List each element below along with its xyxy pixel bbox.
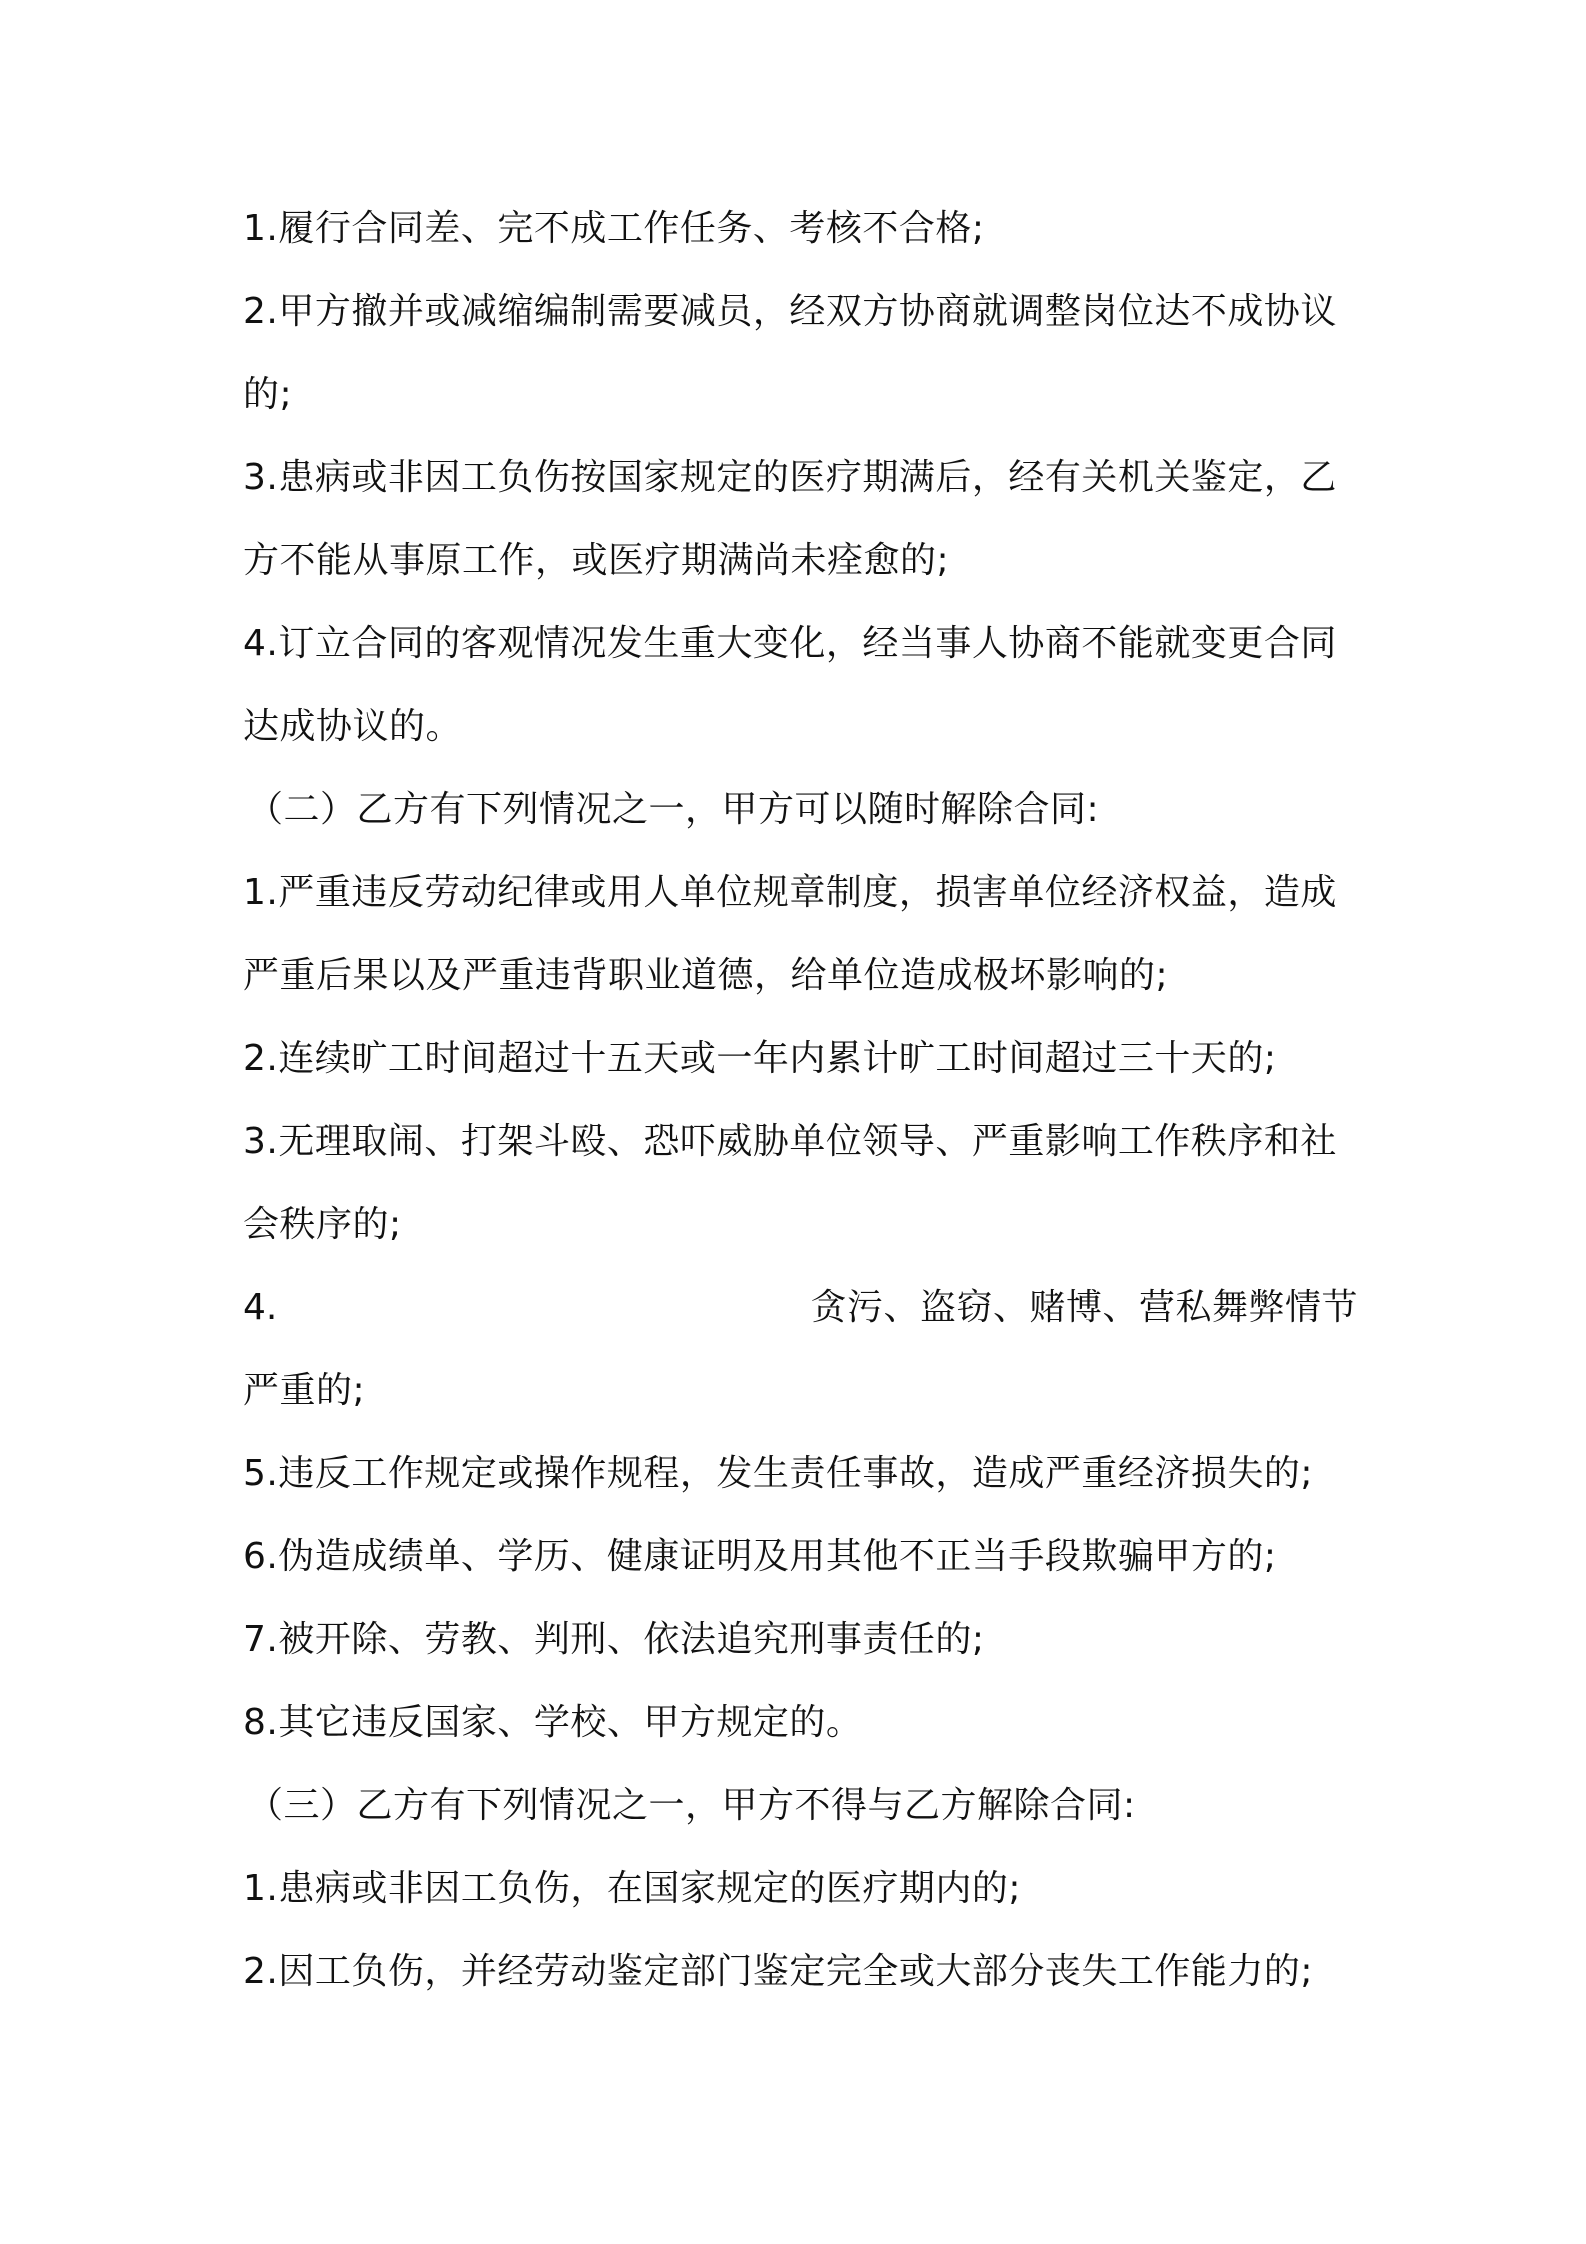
text-line-16: 5.违反工作规定或操作规程，发生责任事故，造成严重经济损失的; xyxy=(243,1453,1313,1494)
text-line-10: 严重后果以及严重违背职业道德，给单位造成极坏影响的; xyxy=(243,955,1169,996)
text-line-22: 2.因工负伤，并经劳动鉴定部门鉴定完全或大部分丧失工作能力的; xyxy=(243,1951,1313,1992)
text-line-19: 8.其它违反国家、学校、甲方规定的。 xyxy=(243,1702,863,1743)
text-line-1: 1.履行合同差、完不成工作任务、考核不合格; xyxy=(243,208,985,249)
text-line-3: 的; xyxy=(243,374,293,415)
text-line-7: 达成协议的。 xyxy=(243,706,463,747)
text-line-12: 3.无理取闹、打架斗殴、恐吓威胁单位领导、严重影响工作秩序和社 xyxy=(243,1121,1337,1162)
text-line-17: 6.伪造成绩单、学历、健康证明及用其他不正当手段欺骗甲方的; xyxy=(243,1536,1277,1577)
section-heading-2: （二）乙方有下列情况之一，甲方可以随时解除合同: xyxy=(247,789,1100,830)
text-line-4: 3.患病或非因工负伤按国家规定的医疗期满后，经有关机关鉴定，乙 xyxy=(243,457,1337,498)
text-line-21: 1.患病或非因工负伤，在国家规定的医疗期内的; xyxy=(243,1868,1021,1909)
item-text-4: 贪污、盗窃、赌博、营私舞弊情节 xyxy=(810,1287,1358,1328)
text-line-2: 2.甲方撤并或减缩编制需要减员，经双方协商就调整岗位达不成协议 xyxy=(243,291,1337,332)
text-line-15: 严重的; xyxy=(243,1370,366,1411)
text-line-13: 会秩序的; xyxy=(243,1204,402,1245)
text-line-5: 方不能从事原工作，或医疗期满尚未痊愈的; xyxy=(243,540,950,581)
text-line-9: 1.严重违反劳动纪律或用人单位规章制度，损害单位经济权益，造成 xyxy=(243,872,1337,913)
section-heading-3: （三）乙方有下列情况之一，甲方不得与乙方解除合同: xyxy=(247,1785,1136,1826)
text-line-18: 7.被开除、劳教、判刑、依法追究刑事责任的; xyxy=(243,1619,985,1660)
text-line-11: 2.连续旷工时间超过十五天或一年内累计旷工时间超过三十天的; xyxy=(243,1038,1277,1079)
item-number-4: 4. xyxy=(243,1287,278,1328)
text-line-6: 4.订立合同的客观情况发生重大变化，经当事人协商不能就变更合同 xyxy=(243,623,1337,664)
